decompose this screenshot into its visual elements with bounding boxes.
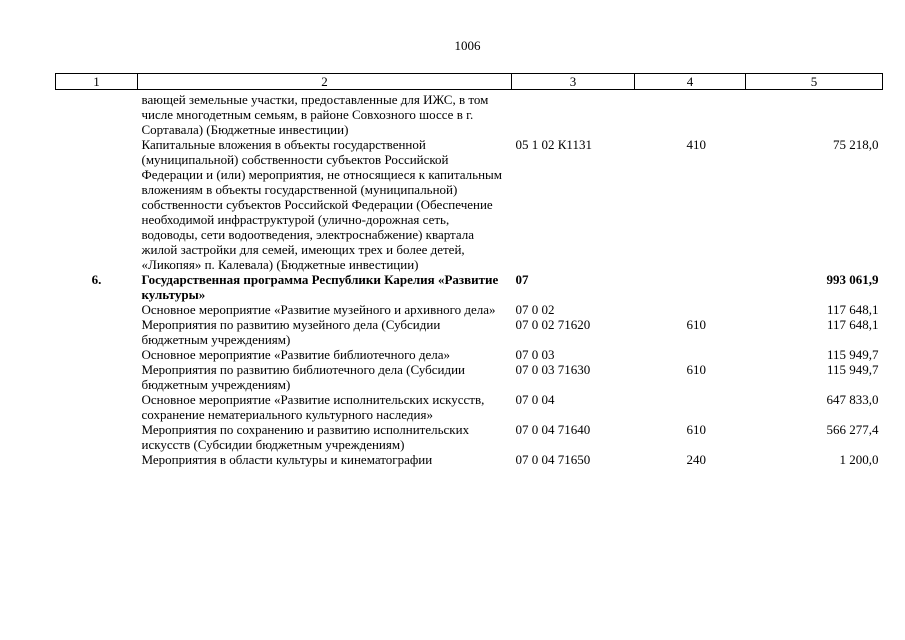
table-row [56, 452, 883, 467]
row-amount: 566 277,4 [826, 422, 879, 437]
table-row [56, 90, 883, 138]
row-description: Мероприятия по сохранению и развитию исполнительских искусств (Субсидии бюджетным учреждениям) [141, 422, 470, 452]
row-target-code: 07 0 04 71640 [515, 422, 591, 437]
row-description: Капитальные вложения в объекты государственной (муниципальной) собственности субъектов Российской Федерации и (или) мероприятия, не относящиеся к капитальным вложениям в объекты государственной (муниципальной) собственности субъектов Российской Федерации (Обеспечение необходимой инфраструктурой (улично-дорожная сеть, водоводы, сети водоотведения, электроснабжение) квартала жилой застройки для семей, имеющих трех и более детей, «Ликопяя» п. Калевала) (Бюджетные инвестиции) [141, 137, 503, 272]
row-expense-type: 610 [686, 317, 706, 332]
row-expense-type: 610 [686, 422, 706, 437]
budget-table [55, 73, 883, 467]
row-number [56, 347, 138, 362]
row-number [56, 452, 138, 467]
header-col-3: 3 [512, 74, 635, 90]
table-row [56, 137, 883, 272]
row-description: Основное мероприятие «Развитие библиотечного дела» [141, 347, 450, 362]
row-number [56, 392, 138, 422]
row-amount: 993 061,9 [826, 272, 879, 287]
row-description: Мероприятия по развитию библиотечного дела (Субсидии бюджетным учреждениям) [141, 362, 466, 392]
row-description: Мероприятия по развитию музейного дела (Субсидии бюджетным учреждениям) [141, 317, 441, 347]
row-expense-type: 610 [686, 362, 706, 377]
row-expense-type [635, 272, 746, 302]
row-number [56, 137, 138, 272]
row-target-code: 07 0 02 [515, 302, 555, 317]
row-target-code: 05 1 02 К1131 [515, 137, 592, 152]
table-row-program [56, 272, 883, 302]
header-row [56, 74, 883, 90]
row-description: Мероприятия в области культуры и кинематографии [141, 452, 433, 467]
row-expense-type [635, 302, 746, 317]
row-amount [746, 90, 883, 138]
row-number [56, 422, 138, 452]
row-target-code: 07 0 03 71630 [515, 362, 591, 377]
row-expense-type [635, 392, 746, 422]
row-target-code: 07 0 04 71650 [515, 452, 591, 467]
header-col-2: 2 [138, 74, 512, 90]
row-target-code: 07 0 02 71620 [515, 317, 591, 332]
table-row [56, 317, 883, 347]
row-amount: 115 949,7 [826, 362, 879, 377]
row-number [56, 317, 138, 347]
row-description: Основное мероприятие «Развитие исполнительских искусств, сохранение нематериального культурного наследия» [141, 392, 485, 422]
row-number [56, 302, 138, 317]
row-expense-type: 240 [686, 452, 706, 467]
row-number [56, 90, 138, 138]
page-number: 1006 [454, 38, 481, 53]
table-row [56, 362, 883, 392]
row-expense-type: 410 [686, 137, 706, 152]
row-number: 6. [91, 272, 102, 287]
row-amount: 115 949,7 [826, 347, 879, 362]
table-row [56, 422, 883, 452]
row-amount: 117 648,1 [826, 302, 879, 317]
row-number [56, 362, 138, 392]
row-target-code: 07 0 04 [515, 392, 555, 407]
header-col-4: 4 [635, 74, 746, 90]
row-description: вающей земельные участки, предоставленные для ИЖС, в том числе многодетным семьям, в районе Совхозного шоссе в г. Сортавала) (Бюджетные инвестиции) [141, 92, 489, 137]
row-expense-type [635, 347, 746, 362]
row-amount: 1 200,0 [839, 452, 879, 467]
row-amount: 117 648,1 [826, 317, 879, 332]
row-target-code: 07 [515, 272, 529, 287]
row-target-code [512, 90, 635, 138]
row-amount: 75 218,0 [833, 137, 879, 152]
row-amount: 647 833,0 [826, 392, 879, 407]
row-target-code: 07 0 03 [515, 347, 555, 362]
row-description: Государственная программа Республики Карелия «Развитие культуры» [141, 272, 499, 302]
header-col-5: 5 [746, 74, 883, 90]
table-row [56, 392, 883, 422]
row-description: Основное мероприятие «Развитие музейного и архивного дела» [141, 302, 496, 317]
header-col-1: 1 [56, 74, 138, 90]
row-expense-type [635, 90, 746, 138]
table-row [56, 302, 883, 317]
table-row [56, 347, 883, 362]
